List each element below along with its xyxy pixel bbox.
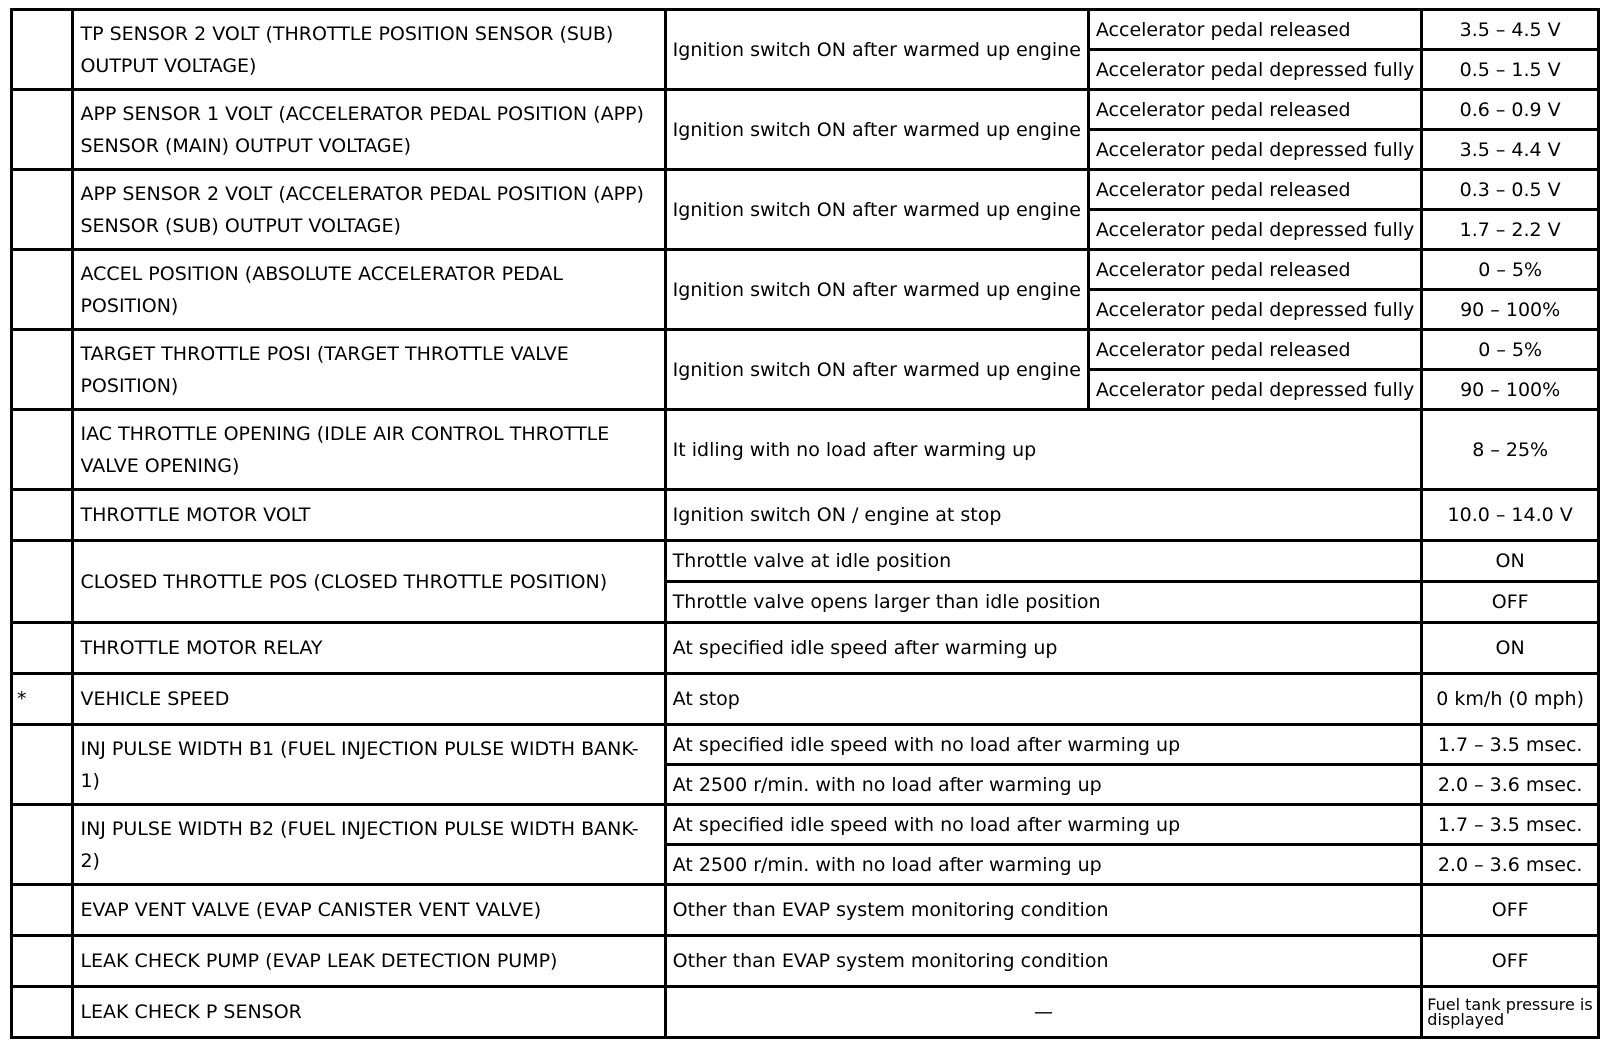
condition-cell: Ignition switch ON / engine at stop <box>665 490 1422 541</box>
sub-condition-cell: Accelerator pedal released <box>1088 330 1421 370</box>
mark-cell <box>12 725 73 805</box>
monitor-item-cell: VEHICLE SPEED <box>73 674 665 725</box>
monitor-item-cell: IAC THROTTLE OPENING (IDLE AIR CONTROL THROTTLE VALVE OPENING) <box>73 410 665 490</box>
monitor-item-cell: EVAP VENT VALVE (EVAP CANISTER VENT VALVE) <box>73 885 665 936</box>
mark-cell <box>12 936 73 987</box>
value-cell: OFF <box>1422 582 1599 623</box>
sub-condition-cell: Accelerator pedal released <box>1088 10 1421 50</box>
table-row <box>12 170 1599 210</box>
sub-condition-cell: At specified idle speed with no load after warming up <box>665 725 1422 765</box>
condition-cell: Ignition switch ON after warmed up engine <box>665 170 1088 250</box>
mark-cell <box>12 170 73 250</box>
monitor-item-cell: LEAK CHECK PUMP (EVAP LEAK DETECTION PUMP) <box>73 936 665 987</box>
sub-condition-cell: Throttle valve at idle position <box>665 541 1422 582</box>
spec-table-container <box>10 8 1600 1039</box>
monitor-item-cell: LEAK CHECK P SENSOR <box>73 987 665 1038</box>
mark-cell <box>12 987 73 1038</box>
monitor-item-cell: INJ PULSE WIDTH B1 (FUEL INJECTION PULSE WIDTH BANK-1) <box>73 725 665 805</box>
value-cell: 1.7 – 3.5 msec. <box>1422 725 1599 765</box>
value-cell: OFF <box>1422 885 1599 936</box>
condition-cell: Ignition switch ON after warmed up engine <box>665 10 1088 90</box>
value-cell: ON <box>1422 623 1599 674</box>
mark-cell <box>12 541 73 623</box>
table-row <box>12 10 1599 50</box>
monitor-item-cell: APP SENSOR 1 VOLT (ACCELERATOR PEDAL POSITION (APP) SENSOR (MAIN) OUTPUT VOLTAGE) <box>73 90 665 170</box>
condition-cell: — <box>665 987 1422 1038</box>
value-cell: 1.7 – 3.5 msec. <box>1422 805 1599 845</box>
sub-condition-cell: Accelerator pedal released <box>1088 90 1421 130</box>
table-row <box>12 410 1599 490</box>
value-cell: 90 – 100% <box>1422 290 1599 330</box>
mark-cell <box>12 90 73 170</box>
monitor-item-cell: ACCEL POSITION (ABSOLUTE ACCELERATOR PEDAL POSITION) <box>73 250 665 330</box>
condition-cell: At stop <box>665 674 1422 725</box>
condition-cell: Other than EVAP system monitoring condition <box>665 936 1422 987</box>
condition-cell: Ignition switch ON after warmed up engine <box>665 90 1088 170</box>
table-row <box>12 674 1599 725</box>
table-row <box>12 725 1599 765</box>
table-row <box>12 623 1599 674</box>
mark-cell <box>12 805 73 885</box>
mark-cell <box>12 330 73 410</box>
value-cell: 0 – 5% <box>1422 250 1599 290</box>
sub-condition-cell: Throttle valve opens larger than idle position <box>665 582 1422 623</box>
sub-condition-cell: Accelerator pedal released <box>1088 170 1421 210</box>
condition-cell: Ignition switch ON after warmed up engine <box>665 330 1088 410</box>
value-cell: 0 – 5% <box>1422 330 1599 370</box>
condition-cell: It idling with no load after warming up <box>665 410 1422 490</box>
sub-condition-cell: At 2500 r/min. with no load after warming up <box>665 845 1422 885</box>
value-cell: 8 – 25% <box>1422 410 1599 490</box>
table-row <box>12 936 1599 987</box>
value-cell: 1.7 – 2.2 V <box>1422 210 1599 250</box>
value-cell: 2.0 – 3.6 msec. <box>1422 765 1599 805</box>
sub-condition-cell: Accelerator pedal depressed fully <box>1088 50 1421 90</box>
table-row <box>12 885 1599 936</box>
value-cell: OFF <box>1422 936 1599 987</box>
value-cell: 3.5 – 4.4 V <box>1422 130 1599 170</box>
table-row <box>12 805 1599 845</box>
mark-cell <box>12 623 73 674</box>
sub-condition-cell: Accelerator pedal depressed fully <box>1088 210 1421 250</box>
monitor-item-cell: TARGET THROTTLE POSI (TARGET THROTTLE VALVE POSITION) <box>73 330 665 410</box>
table-row <box>12 330 1599 370</box>
monitor-item-cell: THROTTLE MOTOR RELAY <box>73 623 665 674</box>
sub-condition-cell: Accelerator pedal depressed fully <box>1088 130 1421 170</box>
table-row <box>12 90 1599 130</box>
value-cell: 0.6 – 0.9 V <box>1422 90 1599 130</box>
value-cell: ON <box>1422 541 1599 582</box>
mark-cell <box>12 490 73 541</box>
value-cell: 0.5 – 1.5 V <box>1422 50 1599 90</box>
table-row <box>12 250 1599 290</box>
value-cell: 3.5 – 4.5 V <box>1422 10 1599 50</box>
monitor-item-cell: INJ PULSE WIDTH B2 (FUEL INJECTION PULSE WIDTH BANK-2) <box>73 805 665 885</box>
value-cell: Fuel tank pressure is displayed <box>1422 987 1599 1038</box>
mark-cell: * <box>12 674 73 725</box>
mark-cell <box>12 10 73 90</box>
value-cell: 2.0 – 3.6 msec. <box>1422 845 1599 885</box>
table-row <box>12 490 1599 541</box>
condition-cell: Ignition switch ON after warmed up engine <box>665 250 1088 330</box>
value-cell: 0 km/h (0 mph) <box>1422 674 1599 725</box>
condition-cell: At specified idle speed after warming up <box>665 623 1422 674</box>
sub-condition-cell: At 2500 r/min. with no load after warming up <box>665 765 1422 805</box>
sub-condition-cell: Accelerator pedal depressed fully <box>1088 290 1421 330</box>
mark-cell <box>12 250 73 330</box>
data-monitor-spec-table <box>10 8 1600 1039</box>
condition-cell: Other than EVAP system monitoring condition <box>665 885 1422 936</box>
sub-condition-cell: Accelerator pedal depressed fully <box>1088 370 1421 410</box>
table-row <box>12 987 1599 1038</box>
value-cell: 10.0 – 14.0 V <box>1422 490 1599 541</box>
monitor-item-cell: APP SENSOR 2 VOLT (ACCELERATOR PEDAL POSITION (APP) SENSOR (SUB) OUTPUT VOLTAGE) <box>73 170 665 250</box>
mark-cell <box>12 410 73 490</box>
value-cell: 0.3 – 0.5 V <box>1422 170 1599 210</box>
value-cell: 90 – 100% <box>1422 370 1599 410</box>
monitor-item-cell: TP SENSOR 2 VOLT (THROTTLE POSITION SENSOR (SUB) OUTPUT VOLTAGE) <box>73 10 665 90</box>
table-row <box>12 541 1599 582</box>
monitor-item-cell: THROTTLE MOTOR VOLT <box>73 490 665 541</box>
monitor-item-cell: CLOSED THROTTLE POS (CLOSED THROTTLE POSITION) <box>73 541 665 623</box>
mark-cell <box>12 885 73 936</box>
sub-condition-cell: Accelerator pedal released <box>1088 250 1421 290</box>
sub-condition-cell: At specified idle speed with no load after warming up <box>665 805 1422 845</box>
